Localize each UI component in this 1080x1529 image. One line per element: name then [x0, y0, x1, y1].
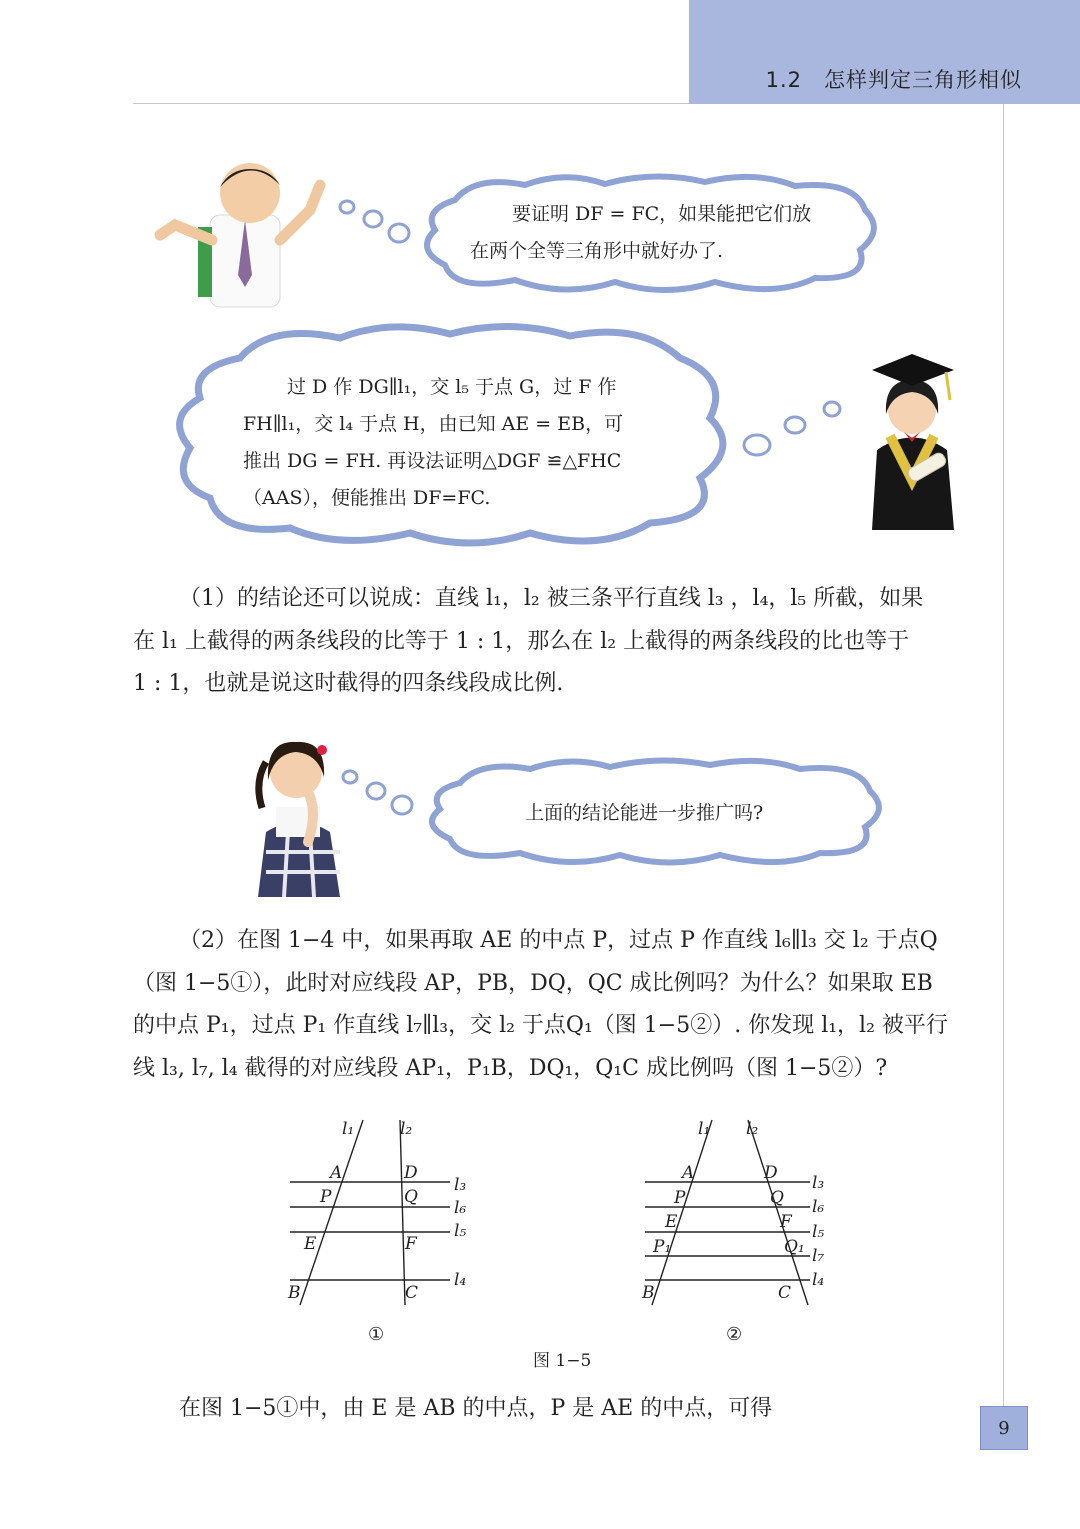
- figure-sub-label: ②: [726, 1324, 743, 1345]
- point-label: Q: [770, 1188, 784, 1208]
- page-number: 9: [980, 1406, 1028, 1450]
- point-label: C: [778, 1283, 792, 1303]
- paragraph-line: 线 l₃, l₇, l₄ 截得的对应线段 AP₁，P₁B，DQ₁，Q₁C 成比例吗（图 1−5②）?: [133, 1055, 888, 1081]
- point-label: A: [682, 1163, 695, 1183]
- bubble-2-text: [243, 369, 693, 517]
- point-label: Q₁: [784, 1237, 805, 1257]
- point-label: B: [288, 1283, 301, 1303]
- paragraph-line: 在图 1−5①中，由 E 是 AB 的中点，P 是 AE 的中点，可得: [179, 1396, 773, 1421]
- boy-illustration: [150, 155, 335, 315]
- point-label: D: [764, 1163, 778, 1183]
- line-label: l₃: [812, 1173, 825, 1193]
- line-label: l₆: [812, 1197, 825, 1217]
- girl-illustration: [248, 722, 348, 897]
- line-label: l₅: [812, 1222, 825, 1242]
- graduate-girl-illustration: [862, 340, 962, 530]
- point-label: A: [330, 1163, 343, 1183]
- bubble-2-line: FH∥l₁，交 l₄ 于点 H，由已知 AE = EB，可: [243, 413, 624, 435]
- paragraph-line: 的中点 P₁，过点 P₁ 作直线 l₇∥l₃，交 l₂ 于点Q₁（图 1−5②）. 你发现 l₁，l₂ 被平行: [133, 1013, 948, 1038]
- point-label: F: [780, 1212, 792, 1232]
- point-label: E: [304, 1234, 317, 1254]
- line-label: l₃: [454, 1175, 467, 1195]
- line-label: l₂: [400, 1119, 413, 1139]
- point-label: B: [642, 1283, 655, 1303]
- line-label: l₁: [342, 1119, 355, 1139]
- header-rule: [133, 103, 689, 104]
- figure-sub-label: ①: [368, 1324, 385, 1345]
- point-label: P: [674, 1188, 686, 1208]
- line-label: l₁: [698, 1119, 711, 1139]
- line-label: l₄: [454, 1270, 467, 1290]
- thought-dots: [335, 195, 415, 255]
- paragraph-2: [133, 920, 983, 1090]
- line-label: l₂: [746, 1119, 759, 1139]
- paragraph-line: 在 l₁ 上截得的两条线段的比等于 1 : 1，那么在 l₂ 上截得的两条线段的比也等于: [133, 628, 910, 654]
- point-label: E: [665, 1212, 678, 1232]
- point-label: F: [405, 1234, 417, 1254]
- paragraph-3: [133, 1388, 983, 1431]
- bubble-1-line: 要证明 DF = FC，如果能把它们放: [512, 203, 812, 225]
- bubble-1-text: [470, 196, 850, 270]
- figure-1-5-2: [640, 1110, 840, 1345]
- figure-caption: 图 1−5: [533, 1351, 592, 1371]
- bubble-1-line: 在两个全等三角形中就好办了.: [470, 240, 724, 262]
- paragraph-line: （图 1−5①），此时对应线段 AP，PB，DQ，QC 成比例吗？为什么？如果取 EB: [133, 970, 933, 996]
- paragraph-line: 1 : 1，也就是说这时截得的四条线段成比例.: [133, 671, 564, 696]
- figure-1-5-1: [280, 1110, 480, 1345]
- section-title: 1.2 怎样判定三角形相似: [765, 68, 1022, 92]
- point-label: P₁: [653, 1237, 672, 1257]
- line-label: l₆: [454, 1198, 467, 1218]
- point-label: P: [320, 1187, 332, 1207]
- paragraph-line: （2）在图 1−4 中，如果再取 AE 的中点 P，过点 P 作直线 l₆∥l₃ 交 l₂ 于点Q: [179, 928, 938, 953]
- thought-dots: [735, 395, 845, 465]
- point-label: D: [404, 1163, 418, 1183]
- side-rule: [1003, 104, 1004, 1410]
- bubble-2-line: 推出 DG = FH. 再设法证明△DGF ≌△FHC: [243, 450, 622, 472]
- bubble-3-text: 上面的结论能进一步推广吗?: [525, 802, 764, 824]
- bubble-2-line: （AAS），便能推出 DF=FC.: [243, 487, 491, 509]
- paragraph-1: [133, 578, 983, 706]
- point-label: C: [405, 1283, 419, 1303]
- paragraph-line: （1）的结论还可以说成：直线 l₁，l₂ 被三条平行直线 l₃ ，l₄，l₅ 所截，如果: [179, 586, 924, 611]
- line-label: l₇: [812, 1246, 825, 1266]
- point-label: Q: [404, 1187, 418, 1207]
- bubble-2-line: 过 D 作 DG∥l₁，交 l₅ 于点 G，过 F 作: [287, 376, 617, 398]
- line-label: l₄: [812, 1270, 825, 1290]
- thought-dots: [338, 765, 418, 825]
- line-label: l₅: [454, 1221, 467, 1241]
